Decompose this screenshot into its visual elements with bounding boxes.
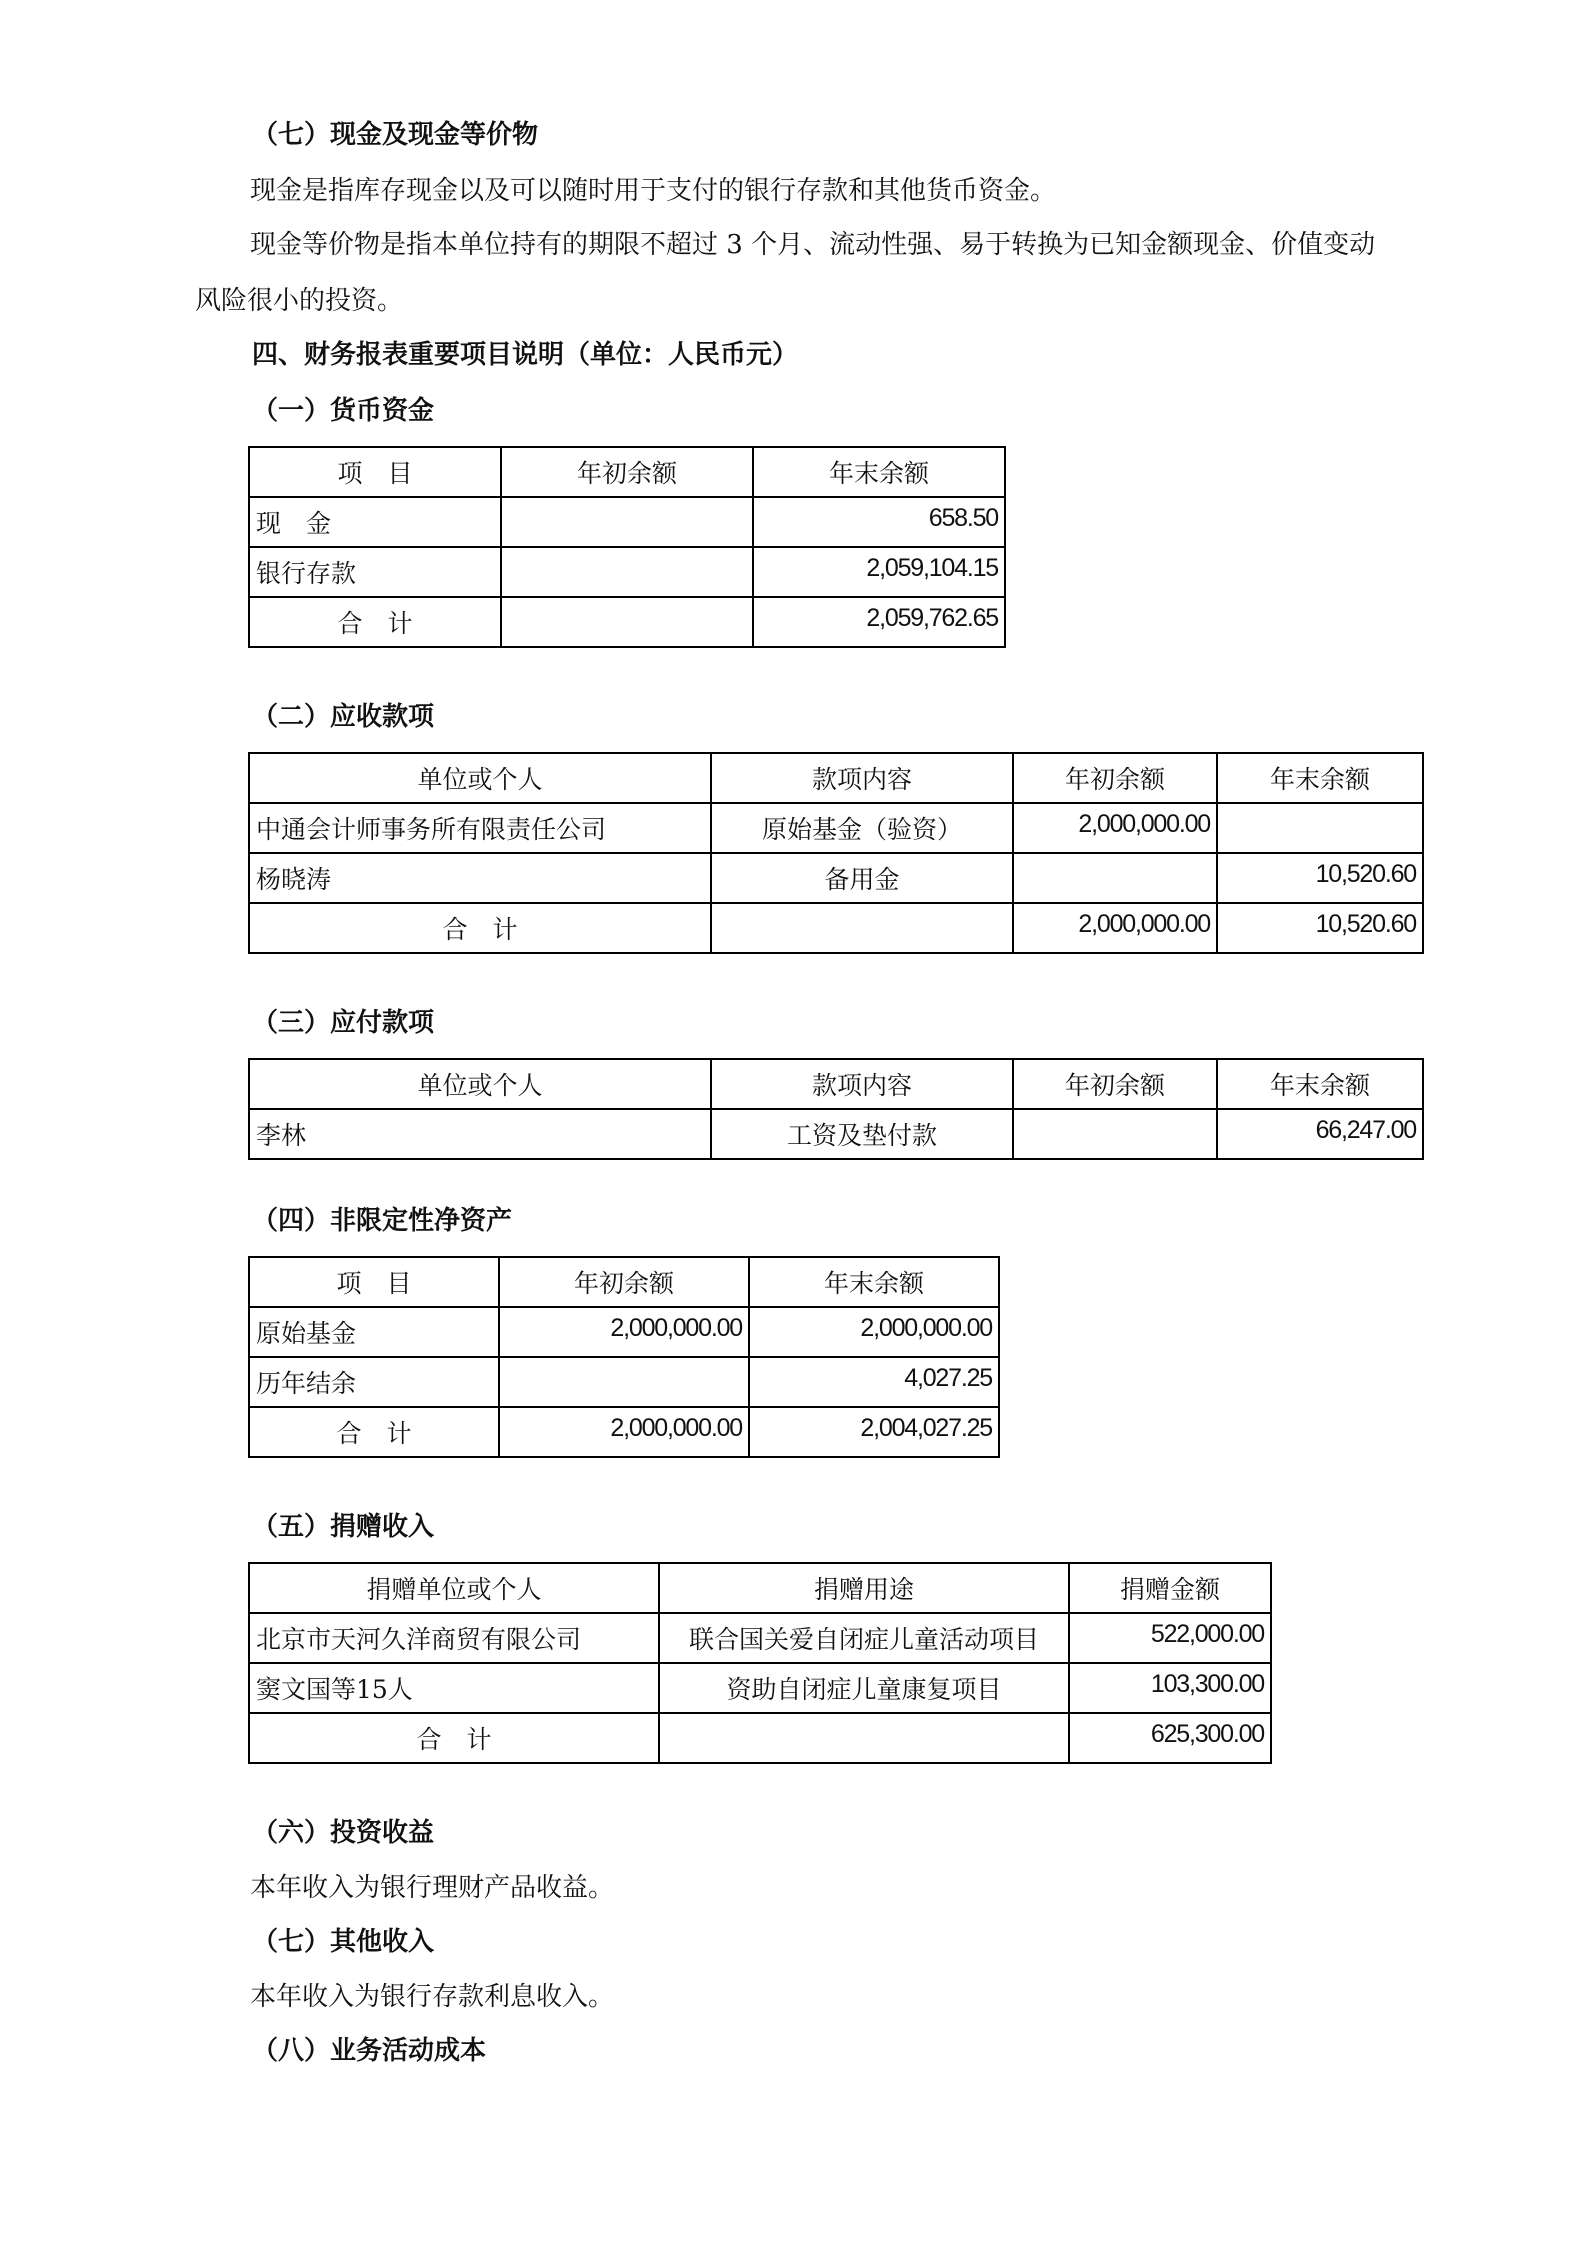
cell-closing: 10,520.60 bbox=[1217, 903, 1423, 953]
table-row bbox=[249, 853, 1423, 903]
table-header-row bbox=[249, 1059, 1423, 1109]
table-row bbox=[249, 547, 1005, 597]
section-title-payables: （三）应付款项 bbox=[252, 1008, 435, 1038]
cell-donor: 窦文国等15人 bbox=[249, 1663, 659, 1713]
table-header-row bbox=[249, 753, 1423, 803]
cell-total-label: 合 计 bbox=[249, 1407, 499, 1457]
cell-content: 工资及垫付款 bbox=[711, 1109, 1013, 1159]
cell-party: 杨晓涛 bbox=[249, 853, 711, 903]
header-closing-balance: 年末余额 bbox=[1217, 753, 1423, 803]
cell-total-label: 合 计 bbox=[249, 1713, 659, 1763]
table-row bbox=[249, 1109, 1423, 1159]
section-title-investment-income: （六）投资收益 bbox=[252, 1818, 435, 1848]
section-title-monetary-funds: （一）货币资金 bbox=[252, 396, 435, 426]
cell-party: 李林 bbox=[249, 1109, 711, 1159]
table-row bbox=[249, 1357, 999, 1407]
cell-closing bbox=[1217, 803, 1423, 853]
cell-closing: 2,000,000.00 bbox=[749, 1307, 999, 1357]
cell-amount: 103,300.00 bbox=[1069, 1663, 1271, 1713]
cell-content bbox=[711, 903, 1013, 953]
section-title-receivables: （二）应收款项 bbox=[252, 702, 435, 732]
header-opening-balance: 年初余额 bbox=[499, 1257, 749, 1307]
cell-opening bbox=[501, 547, 753, 597]
section-title-cash-equivalents: （七）现金及现金等价物 bbox=[252, 120, 539, 150]
donation-income-table bbox=[248, 1562, 1272, 1764]
part-four-title: 四、财务报表重要项目说明（单位：人民币元） bbox=[252, 340, 799, 370]
header-party: 单位或个人 bbox=[249, 1059, 711, 1109]
paragraph-investment-income: 本年收入为银行理财产品收益。 bbox=[250, 1873, 615, 1903]
table-header-row bbox=[249, 1257, 999, 1307]
section-title-unrestricted-net-assets: （四）非限定性净资产 bbox=[252, 1206, 513, 1236]
cell-purpose: 资助自闭症儿童康复项目 bbox=[659, 1663, 1069, 1713]
header-opening-balance: 年初余额 bbox=[1013, 753, 1217, 803]
header-item: 项 目 bbox=[249, 1257, 499, 1307]
cell-closing: 4,027.25 bbox=[749, 1357, 999, 1407]
cell-item: 现 金 bbox=[249, 497, 501, 547]
cell-donor: 北京市天河久洋商贸有限公司 bbox=[249, 1613, 659, 1663]
cell-content: 备用金 bbox=[711, 853, 1013, 903]
cell-item: 银行存款 bbox=[249, 547, 501, 597]
paragraph-cash-equivalent-line1: 现金等价物是指本单位持有的期限不超过 3 个月、流动性强、易于转换为已知金额现金、价值变动 bbox=[250, 230, 1376, 260]
header-closing-balance: 年末余额 bbox=[749, 1257, 999, 1307]
cell-total-label: 合 计 bbox=[249, 903, 711, 953]
header-donor: 捐赠单位或个人 bbox=[249, 1563, 659, 1613]
cell-amount: 522,000.00 bbox=[1069, 1613, 1271, 1663]
cell-purpose: 联合国关爱自闭症儿童活动项目 bbox=[659, 1613, 1069, 1663]
cell-opening bbox=[501, 497, 753, 547]
cell-opening: 2,000,000.00 bbox=[1013, 903, 1217, 953]
monetary-funds-table bbox=[248, 446, 1006, 648]
table-header-row bbox=[249, 447, 1005, 497]
cell-closing: 2,059,762.65 bbox=[753, 597, 1005, 647]
receivables-table bbox=[248, 752, 1424, 954]
paragraph-cash-definition: 现金是指库存现金以及可以随时用于支付的银行存款和其他货币资金。 bbox=[250, 176, 1057, 206]
header-opening-balance: 年初余额 bbox=[501, 447, 753, 497]
cell-total-label: 合 计 bbox=[249, 597, 501, 647]
table-row bbox=[249, 1663, 1271, 1713]
cell-purpose bbox=[659, 1713, 1069, 1763]
cell-item: 历年结余 bbox=[249, 1357, 499, 1407]
cell-closing: 2,004,027.25 bbox=[749, 1407, 999, 1457]
header-item: 项 目 bbox=[249, 447, 501, 497]
table-total-row bbox=[249, 1713, 1271, 1763]
section-title-other-income: （七）其他收入 bbox=[252, 1927, 435, 1957]
section-title-donation-income: （五）捐赠收入 bbox=[252, 1512, 435, 1542]
cell-opening: 2,000,000.00 bbox=[499, 1307, 749, 1357]
cell-closing: 66,247.00 bbox=[1217, 1109, 1423, 1159]
header-purpose: 捐赠用途 bbox=[659, 1563, 1069, 1613]
header-content: 款项内容 bbox=[711, 1059, 1013, 1109]
header-closing-balance: 年末余额 bbox=[753, 447, 1005, 497]
cell-opening bbox=[499, 1357, 749, 1407]
table-total-row bbox=[249, 1407, 999, 1457]
header-opening-balance: 年初余额 bbox=[1013, 1059, 1217, 1109]
cell-opening bbox=[501, 597, 753, 647]
paragraph-other-income: 本年收入为银行存款利息收入。 bbox=[250, 1982, 615, 2012]
cell-closing: 2,059,104.15 bbox=[753, 547, 1005, 597]
paragraph-cash-equivalent-line2: 风险很小的投资。 bbox=[195, 286, 404, 316]
cell-opening bbox=[1013, 853, 1217, 903]
payables-table bbox=[248, 1058, 1424, 1160]
table-row bbox=[249, 497, 1005, 547]
table-total-row bbox=[249, 597, 1005, 647]
section-title-business-activity-cost: （八）业务活动成本 bbox=[252, 2036, 487, 2066]
header-party: 单位或个人 bbox=[249, 753, 711, 803]
header-amount: 捐赠金额 bbox=[1069, 1563, 1271, 1613]
cell-closing: 10,520.60 bbox=[1217, 853, 1423, 903]
table-row bbox=[249, 1307, 999, 1357]
header-closing-balance: 年末余额 bbox=[1217, 1059, 1423, 1109]
cell-item: 原始基金 bbox=[249, 1307, 499, 1357]
cell-amount: 625,300.00 bbox=[1069, 1713, 1271, 1763]
cell-opening: 2,000,000.00 bbox=[1013, 803, 1217, 853]
cell-content: 原始基金（验资） bbox=[711, 803, 1013, 853]
table-row bbox=[249, 803, 1423, 853]
table-header-row bbox=[249, 1563, 1271, 1613]
table-row bbox=[249, 1613, 1271, 1663]
cell-party: 中通会计师事务所有限责任公司 bbox=[249, 803, 711, 853]
cell-closing: 658.50 bbox=[753, 497, 1005, 547]
cell-opening bbox=[1013, 1109, 1217, 1159]
header-content: 款项内容 bbox=[711, 753, 1013, 803]
net-assets-table bbox=[248, 1256, 1000, 1458]
cell-opening: 2,000,000.00 bbox=[499, 1407, 749, 1457]
table-total-row bbox=[249, 903, 1423, 953]
